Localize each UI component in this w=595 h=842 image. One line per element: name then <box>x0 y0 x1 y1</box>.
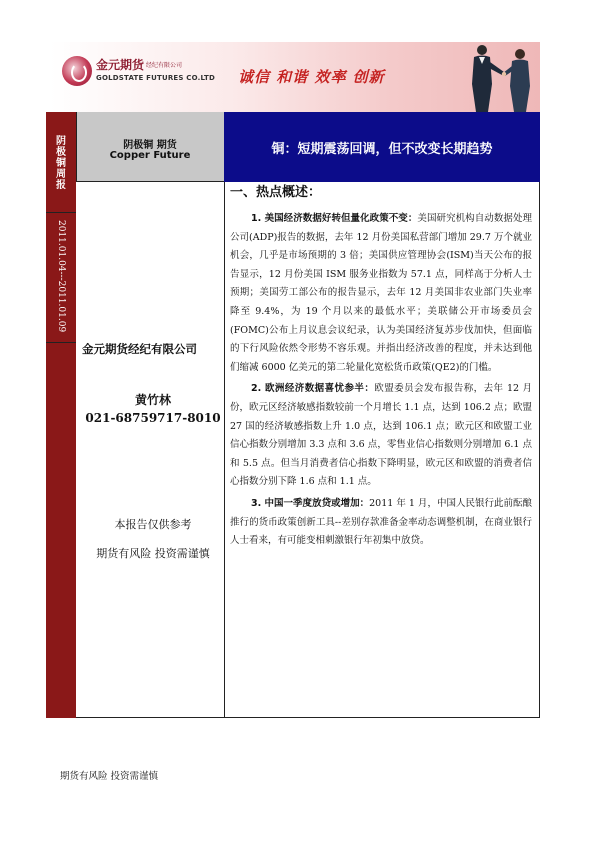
section-heading: 一、热点概述： <box>230 185 322 200</box>
report-title: 铜：短期震荡回调，但不改变长期趋势 <box>271 142 493 157</box>
logo-english-name: GOLDSTATE FUTURES CO.LTD <box>96 74 215 82</box>
sidebar-divider <box>46 342 76 343</box>
logo-company-suffix: 经纪有限公司 <box>146 62 183 69</box>
sidebar-band <box>46 112 76 718</box>
paragraph <box>230 210 532 377</box>
paragraph-lead: 1. 美国经济数据好转但量化政策不变： <box>251 213 418 224</box>
report-type-label: 阴极铜周报 <box>56 136 66 191</box>
disclaimer: 本报告仅供参考 <box>114 518 192 531</box>
company-logo-icon <box>62 56 92 86</box>
date-range-label: 2011.01.04---2011.01.09 <box>56 220 66 333</box>
paragraph-text: 欧盟委员会发布报告称，去年 12 月份，欧元区经济敏感指数较前一个月增长 1.1 点，达到 106.2 点；欧盟 27 国的经济敏感指数上升 1.0 点，达到 106.1 点；欧元区和欧盟工业信心指数分别增加 3.3 点和 3.6 点，零售业信心指数则分别增加 6.1 点和 5.5 点。但当月消费者信心指数下降明显，欧元区和欧盟的消费者信心指数分别下降 1.6 点和 1.1 点。 <box>230 383 532 488</box>
page-footer: 期货有风险 投资需谨慎 <box>60 771 159 782</box>
slogan: 诚信 和谐 效率 创新 <box>238 68 385 86</box>
company-name: 金元期货经纪有限公司 <box>82 342 197 356</box>
column-divider <box>224 182 225 718</box>
risk-note: 期货有风险 投资需谨慎 <box>96 547 210 560</box>
category-cn: 阴极铜 期货 <box>123 140 177 151</box>
paragraph-lead: 3. 中国一季度放贷或增加： <box>251 497 370 509</box>
paragraph <box>230 495 532 551</box>
paragraph-text: 2011 年 1 月，中国人民银行此前酝酿推行的货币政策创新工具--差别存款准备金率动态调整机制，在商业银行人士看来，有可能变相刺激银行年初集中放贷。 <box>230 497 533 547</box>
handshake-people-image <box>448 42 540 112</box>
header-banner <box>50 42 540 112</box>
category-en: Copper Future <box>109 150 191 161</box>
section-body <box>230 210 532 554</box>
paragraph-lead: 2. 欧洲经济数据喜忧参半： <box>251 383 375 395</box>
logo-company-name: 金元期货 <box>96 58 145 72</box>
author-phone: 021-68759717-8010 <box>85 411 221 425</box>
sidebar-divider <box>46 212 76 213</box>
author-name: 黄竹林 <box>134 393 171 407</box>
paragraph-text: 美国研究机构自动数据处理公司(ADP)报告的数据，去年 12 月份美国私营部门增加 29.7 万个就业机会，几乎是市场预期的 3 倍；美国供应管理协会(ISM)当天公布的报告显示，12 月份美国 ISM 服务业指数为 57.1 点，同样高于分析人士预期；美国劳工部公布的报告显示，去年 12 月美国非农业部门失业率降至 9.4%，为 19 个月以来的最低水平；美联储公开市场委员会(FOMC)公布上月议息会议纪录，认为美国经济复苏步伐加快，但面临的下行风险依然令形势不容乐观。并指出经济改善的程度，并未达到他们缩减 6000 亿美元的第二轮量化宽松货币政策(QE2)的门槛。 <box>230 213 532 373</box>
paragraph <box>230 380 532 492</box>
